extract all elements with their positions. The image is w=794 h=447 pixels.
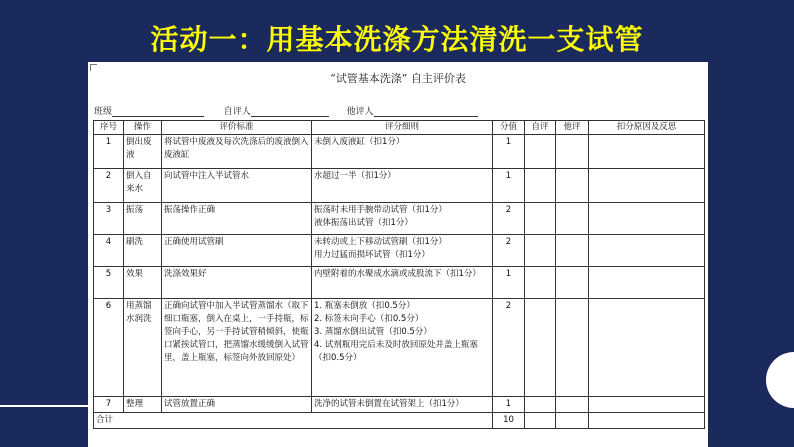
cell-standard: 振荡操作正确 xyxy=(162,203,312,235)
header-operation: 操作 xyxy=(124,121,162,135)
cell-peer[interactable] xyxy=(556,203,589,235)
cell-operation: 整理 xyxy=(124,397,162,413)
cell-no: 2 xyxy=(94,169,124,203)
cell-score: 2 xyxy=(493,235,525,267)
cell-self[interactable] xyxy=(525,235,556,267)
cell-score: 2 xyxy=(493,203,525,235)
cell-self[interactable] xyxy=(525,169,556,203)
cell-reflection[interactable] xyxy=(589,397,705,413)
evaluation-document xyxy=(88,62,708,447)
header-detail: 评分细则 xyxy=(312,121,493,135)
evaluation-table xyxy=(93,120,705,429)
cell-detail: 未倒入废液缸（扣1分） xyxy=(312,135,493,169)
total-score: 10 xyxy=(493,413,525,429)
cell-detail: 内壁附着的水聚成水滴或成股流下（扣1分） xyxy=(312,267,493,299)
cell-detail: 水超过一半（扣1分） xyxy=(312,169,493,203)
cell-no: 5 xyxy=(94,267,124,299)
cell-reflection[interactable] xyxy=(589,135,705,169)
table-row xyxy=(94,235,705,267)
cell-standard: 正确使用试管刷 xyxy=(162,235,312,267)
total-peer[interactable] xyxy=(556,413,589,429)
cell-self[interactable] xyxy=(525,397,556,413)
table-row xyxy=(94,135,705,169)
cell-peer[interactable] xyxy=(556,397,589,413)
total-self[interactable] xyxy=(525,413,556,429)
cell-score: 1 xyxy=(493,397,525,413)
header-score: 分值 xyxy=(493,121,525,135)
self-evaluator-label: 自评人 xyxy=(223,107,251,117)
cell-detail: 振荡时未用手腕带动试管（扣1分） 液体振荡出试管（扣1分） xyxy=(312,203,493,235)
cell-no: 3 xyxy=(94,203,124,235)
cell-peer[interactable] xyxy=(556,135,589,169)
cell-operation: 效果 xyxy=(124,267,162,299)
cell-score: 2 xyxy=(493,299,525,397)
total-reflection[interactable] xyxy=(589,413,705,429)
cell-self[interactable] xyxy=(525,299,556,397)
cell-operation: 振荡 xyxy=(124,203,162,235)
total-row xyxy=(94,413,705,429)
cell-reflection[interactable] xyxy=(589,169,705,203)
peer-evaluator-label: 他评人 xyxy=(346,107,374,117)
cell-reflection[interactable] xyxy=(589,299,705,397)
cell-operation: 倒出废液 xyxy=(124,135,162,169)
cell-operation: 倒入自来水 xyxy=(124,169,162,203)
table-row xyxy=(94,299,705,397)
cell-peer[interactable] xyxy=(556,299,589,397)
self-evaluator-blank xyxy=(251,106,329,117)
total-label: 合计 xyxy=(94,413,493,429)
cell-self[interactable] xyxy=(525,203,556,235)
cell-operation: 刷洗 xyxy=(124,235,162,267)
table-row xyxy=(94,267,705,299)
header-peer: 他评 xyxy=(556,121,589,135)
cell-standard: 正确向试管中加入半试管蒸馏水（取下细口瓶塞，倒入在桌上，一手持瓶，标签向手心，另一手持试管稍倾斜，使瓶口紧挨试管口，把蒸馏水缓缓倒入试管里，盖上瓶塞，标签向外放回原处） xyxy=(162,299,312,397)
table-row xyxy=(94,169,705,203)
cell-no: 4 xyxy=(94,235,124,267)
header-self: 自评 xyxy=(525,121,556,135)
cell-peer[interactable] xyxy=(556,235,589,267)
header-no: 序号 xyxy=(94,121,124,135)
cell-self[interactable] xyxy=(525,267,556,299)
cell-standard: 向试管中注入半试管水 xyxy=(162,169,312,203)
cell-peer[interactable] xyxy=(556,169,589,203)
class-label: 班级 xyxy=(94,107,113,117)
header-standard: 评价标准 xyxy=(162,121,312,135)
cell-peer[interactable] xyxy=(556,267,589,299)
cell-operation: 用蒸馏水润洗 xyxy=(124,299,162,397)
info-row xyxy=(94,104,478,117)
cell-no: 7 xyxy=(94,397,124,413)
cell-reflection[interactable] xyxy=(589,267,705,299)
cell-standard: 试管放置正确 xyxy=(162,397,312,413)
decorative-circle xyxy=(766,352,794,408)
table-row xyxy=(94,397,705,413)
slide-title: 活动一：用基本洗涤方法清洗一支试管 xyxy=(150,23,644,56)
cell-standard: 洗涤效果好 xyxy=(162,267,312,299)
table-row xyxy=(94,203,705,235)
cell-detail: 1. 瓶塞未倒放（扣0.5分） 2. 标签未向手心（扣0.5分） 3. 蒸馏水倒出试管（扣0.5分） 4. 试剂瓶用完后未及时放回原处并盖上瓶塞（扣0.5分） xyxy=(312,299,493,397)
cell-reflection[interactable] xyxy=(589,235,705,267)
cell-self[interactable] xyxy=(525,135,556,169)
cell-no: 1 xyxy=(94,135,124,169)
cell-score: 1 xyxy=(493,135,525,169)
cell-reflection[interactable] xyxy=(589,203,705,235)
header-reflection: 扣分原因及反思 xyxy=(589,121,705,135)
decorative-line xyxy=(0,405,90,407)
document-title: “试管基本洗涤” 自主评价表 xyxy=(330,72,466,85)
cell-no: 6 xyxy=(94,299,124,397)
cell-detail: 未转动或上下移动试管刷（扣1分） 用力过猛而损坏试管（扣1分） xyxy=(312,235,493,267)
cell-score: 1 xyxy=(493,267,525,299)
cell-detail: 洗净的试管未倒置在试管架上（扣1分） xyxy=(312,397,493,413)
cell-score: 1 xyxy=(493,169,525,203)
cell-standard: 将试管中废液及每次洗涤后的废液倒入废液缸 xyxy=(162,135,312,169)
peer-evaluator-blank xyxy=(374,106,478,117)
table-header-row xyxy=(94,121,705,135)
class-blank xyxy=(112,106,204,117)
